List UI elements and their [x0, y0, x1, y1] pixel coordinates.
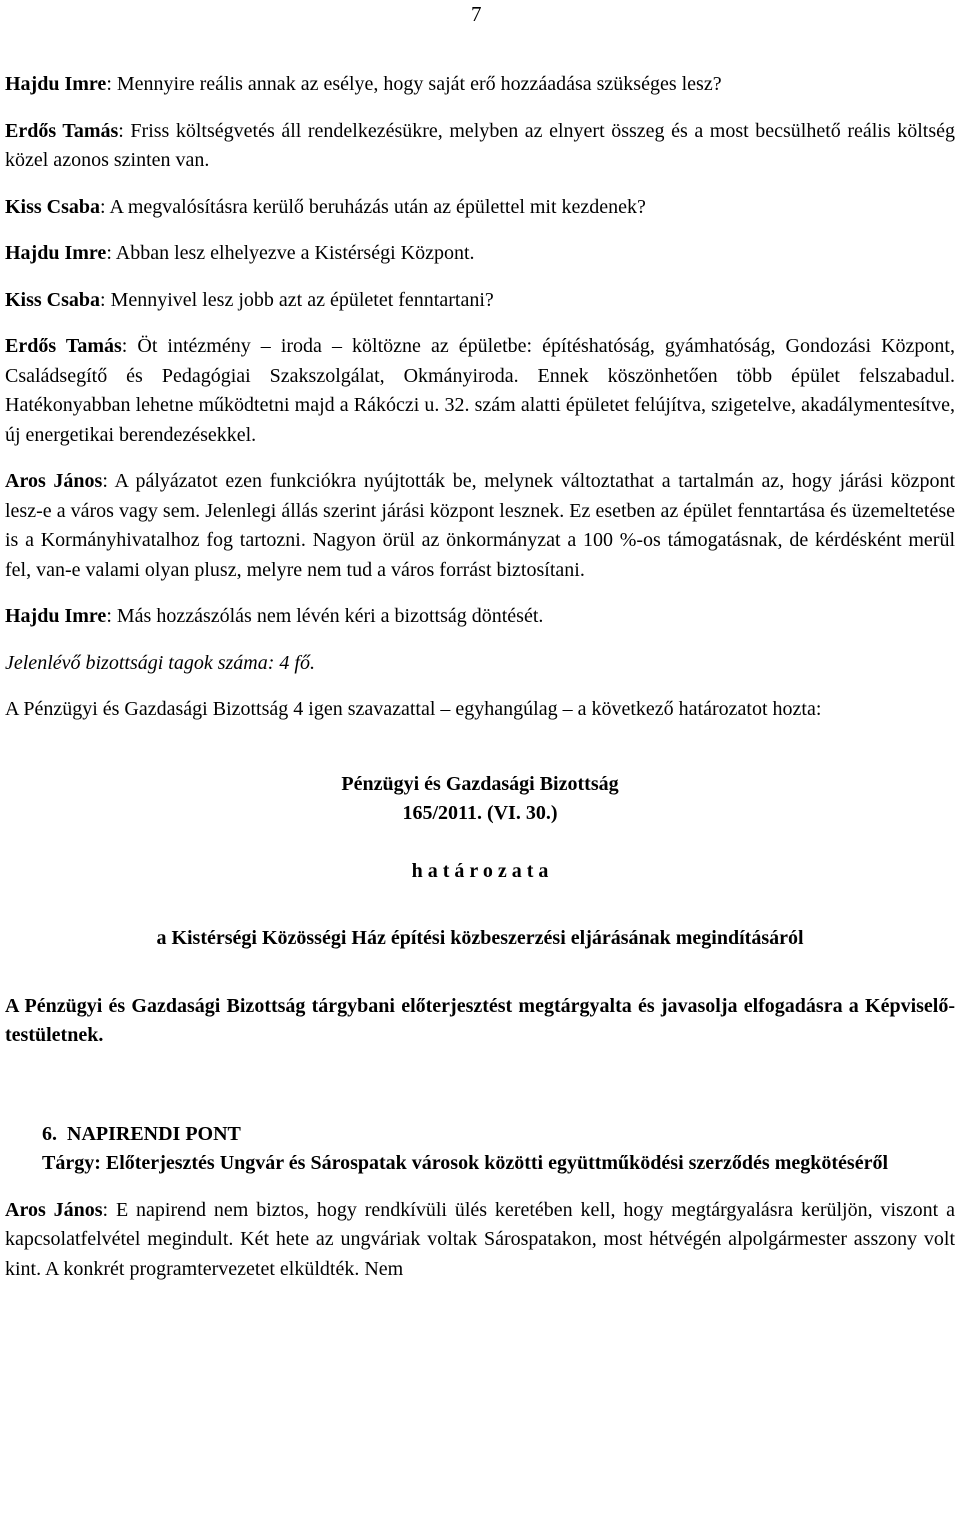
- paragraph-text: : A megvalósításra kerülő beruházás után az épülettel mit kezdenek?: [100, 195, 646, 218]
- speaker-name: Aros János: [5, 470, 103, 492]
- agenda-subject: Tárgy: Előterjesztés Ungvár és Sárospatak városok közötti együttműködési szerződés megkötéséről: [42, 1152, 889, 1174]
- speaker-name: Hajdu Imre: [5, 605, 107, 627]
- resolution-committee: Pénzügyi és Gazdasági Bizottság: [341, 772, 619, 795]
- paragraph: [5, 1196, 955, 1285]
- agenda-item: [42, 1120, 955, 1179]
- paragraph: [5, 467, 955, 585]
- speaker-name: Hajdu Imre: [5, 73, 107, 95]
- resolution-heading: h a t á r o z a t a: [411, 859, 549, 882]
- paragraph: [5, 332, 955, 450]
- paragraph-text: : Mennyivel lesz jobb azt az épületet fenntartani?: [100, 288, 494, 311]
- speaker-name: Hajdu Imre: [5, 242, 107, 264]
- page-number: 7: [471, 2, 482, 26]
- resolution-number: 165/2011. (VI. 30.): [402, 802, 558, 824]
- speaker-name: Aros János: [5, 1198, 103, 1221]
- paragraph: [5, 117, 955, 176]
- speaker-name: Kiss Csaba: [5, 195, 101, 218]
- paragraph-text: : Friss költségvetés áll rendelkezésükre, melyben az elnyert összeg és a most becsülhető reális költség közel azonos szinten van.: [5, 119, 955, 171]
- speaker-name: Erdős Tamás: [5, 119, 119, 142]
- document-body: [5, 70, 955, 1301]
- paragraph: [5, 70, 955, 100]
- paragraph-text: : Öt intézmény – iroda – költözne az épületbe: építéshatóság, gyámhatóság, Gondozási Központ, Családsegítő és Pedagógiai Szakszolgálat, Okmányiroda. Ennek köszönhetően több épület felszabadul. Hatékonyabban lehetne működtetni majd a Rákóczi u. 32. szám alatti épületet felújítva, szigetelve, akadálymentesítve, új energetikai berendezésekkel.: [5, 335, 955, 446]
- vote-statement: A Pénzügyi és Gazdasági Bizottság 4 igen szavazattal – egyhangúlag – a következő határozatot hozta:: [5, 698, 822, 720]
- resolution-subject: a Kistérségi Közösségi Ház építési közbeszerzési eljárásának megindításáról: [156, 927, 804, 949]
- paragraph: [5, 286, 955, 316]
- paragraph: [5, 602, 955, 632]
- paragraph-text: : A pályázatot ezen funkciókra nyújtották be, melynek változtathat a tartalmán az, hogy járási központ lesz-e a város vagy sem. Jelenlegi állás szerint járási központ lesznek. Ez esetben az épület fenntartása és üzemeltetése is a Kormányhivatalhoz fog tartozni. Nagyon örül az önkormányzat a 100 %-os támogatásnak, de kérdésként merül fel, van-e valami olyan plusz, melyre nem tud a város forrást biztosítani.: [5, 470, 955, 581]
- paragraph-text: : Mennyire reális annak az esélye, hogy saját erő hozzáadása szükséges lesz?: [106, 73, 722, 95]
- attendance-note: Jelenlévő bizottsági tagok száma: 4 fő.: [5, 651, 315, 674]
- speaker-name: Erdős Tamás: [5, 335, 122, 357]
- resolution-body: A Pénzügyi és Gazdasági Bizottság tárgybani előterjesztést megtárgyalta és javasolja elfogadásra a Képviselő-testületnek.: [5, 994, 955, 1046]
- paragraph-text: : Abban lesz elhelyezve a Kistérségi Központ.: [106, 242, 475, 264]
- paragraph-text: : Más hozzászólás nem lévén kéri a bizottság döntését.: [106, 605, 544, 627]
- paragraph-text: : E napirend nem biztos, hogy rendkívüli ülés keretében kell, hogy megtárgyalásra kerüljön, viszont a kapcsolatfelvétel megindult. Két hete az ungváriak voltak Sárospatakon, most hétvégén alpolgármester asszony volt kint. A konkrét programtervezetet elküldték. Nem: [5, 1198, 955, 1280]
- agenda-title: 6. NAPIRENDI PONT: [42, 1122, 241, 1145]
- paragraph: [5, 239, 955, 269]
- paragraph: [5, 193, 955, 223]
- speaker-name: Kiss Csaba: [5, 288, 101, 311]
